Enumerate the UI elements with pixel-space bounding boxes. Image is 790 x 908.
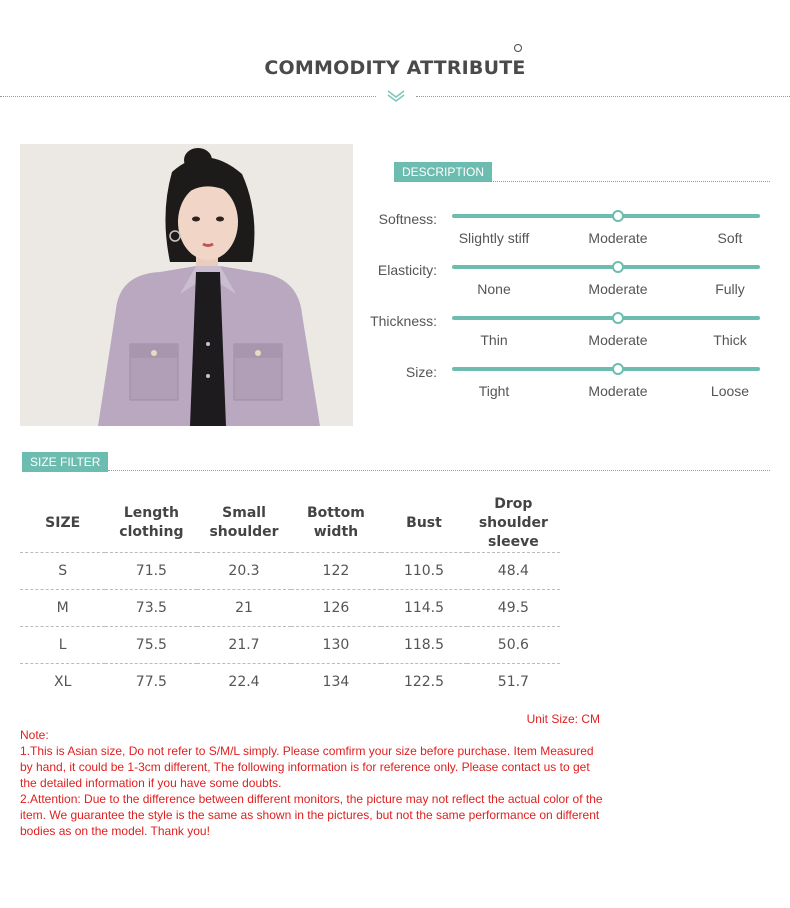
table-cell: 122 [291, 553, 382, 590]
column-header: Drop shoulder sleeve [467, 494, 560, 553]
unit-size-label: Unit Size: CM [526, 712, 600, 726]
size-fit-slider [452, 367, 760, 371]
size-filter-tag: SIZE FILTER [22, 452, 108, 472]
table-cell: 130 [291, 627, 382, 664]
table-cell: 22.4 [228, 674, 260, 690]
softness-option-high: Soft [717, 230, 743, 246]
size-fit-option-low: Tight [478, 383, 510, 399]
softness-label: Softness: [378, 211, 437, 227]
description-divider [490, 181, 770, 182]
model-illustration [20, 144, 353, 426]
column-header: Bust [381, 494, 467, 553]
size-fit-option-high: Loose [710, 383, 750, 399]
table-header-row [20, 494, 560, 553]
softness-option-low: Slightly stiff [458, 230, 530, 246]
elasticity-option-low: None [477, 281, 511, 297]
elasticity-option-mid: Moderate [588, 281, 648, 297]
elasticity-option-high: Fully [715, 281, 745, 297]
note-item: 1.This is Asian size, Do not refer to S/M/L simply. Please comfirm your size before purchase. Item Measured by hand, it could be 1-3cm different, The following information is for reference only. Please contact us to get the detailed information if you have some doubts. [20, 744, 594, 790]
column-header: SIZE [20, 494, 105, 553]
table-cell: M [20, 590, 105, 627]
table-cell: 75.5 [105, 627, 197, 664]
size-fit-label: Size: [405, 364, 437, 380]
thickness-option-low: Thin [480, 332, 508, 348]
note-item: 2.Attention: Due to the difference between different monitors, the picture may not reflect the actual color of the item. We guarantee the style is the same as shown in the pictures, but not the same performance on different bodies as on the model. Thank you! [20, 792, 603, 838]
thickness-option-high: Thick [713, 332, 747, 348]
degree-mark-icon [514, 44, 522, 52]
size-filter-divider [108, 470, 770, 471]
table-cell: 71.5 [105, 553, 197, 590]
table-cell: 126 [291, 590, 382, 627]
table-cell: L [20, 627, 105, 664]
softness-slider [452, 214, 760, 218]
chevron-down-icon [386, 89, 406, 103]
table-cell: 50.6 [467, 627, 560, 664]
table-cell: 48.4 [467, 553, 560, 590]
notes-title: Note: [20, 728, 49, 742]
softness-knob [612, 210, 624, 222]
table-row [20, 627, 560, 664]
table-cell: 73.5 [105, 590, 197, 627]
thickness-option-mid: Moderate [588, 332, 648, 348]
product-photo [20, 144, 353, 426]
table-cell: 21.7 [197, 627, 290, 664]
column-header: Bottom width [291, 494, 382, 553]
table-row [20, 553, 560, 590]
table-cell: 21 [197, 590, 290, 627]
table-cell: 134 [322, 674, 350, 690]
size-fit-option-mid: Moderate [588, 383, 648, 399]
page-title: COMMODITY ATTRIBUTE [264, 57, 526, 79]
divider-left [0, 96, 376, 97]
table-cell: 77.5 [135, 674, 167, 690]
elasticity-label: Elasticity: [377, 262, 437, 278]
table-cell: 51.7 [497, 674, 529, 690]
column-header: Length clothing [105, 494, 197, 553]
elasticity-slider [452, 265, 760, 269]
column-header: Small shoulder [197, 494, 290, 553]
thickness-knob [612, 312, 624, 324]
thickness-slider [452, 316, 760, 320]
table-row [20, 590, 560, 627]
elasticity-knob [612, 261, 624, 273]
size-table [20, 494, 560, 700]
table-cell: 20.3 [197, 553, 290, 590]
divider-right [416, 96, 790, 97]
thickness-label: Thickness: [370, 313, 437, 329]
softness-option-mid: Moderate [588, 230, 648, 246]
notes-block [20, 727, 605, 839]
table-cell: 110.5 [381, 553, 467, 590]
table-cell: XL [53, 674, 72, 690]
table-row [20, 664, 560, 701]
table-cell: 49.5 [467, 590, 560, 627]
size-fit-knob [612, 363, 624, 375]
table-cell: 122.5 [403, 674, 445, 690]
table-cell: 118.5 [381, 627, 467, 664]
description-tag: DESCRIPTION [394, 162, 492, 182]
table-cell: S [20, 553, 105, 590]
table-cell: 114.5 [381, 590, 467, 627]
